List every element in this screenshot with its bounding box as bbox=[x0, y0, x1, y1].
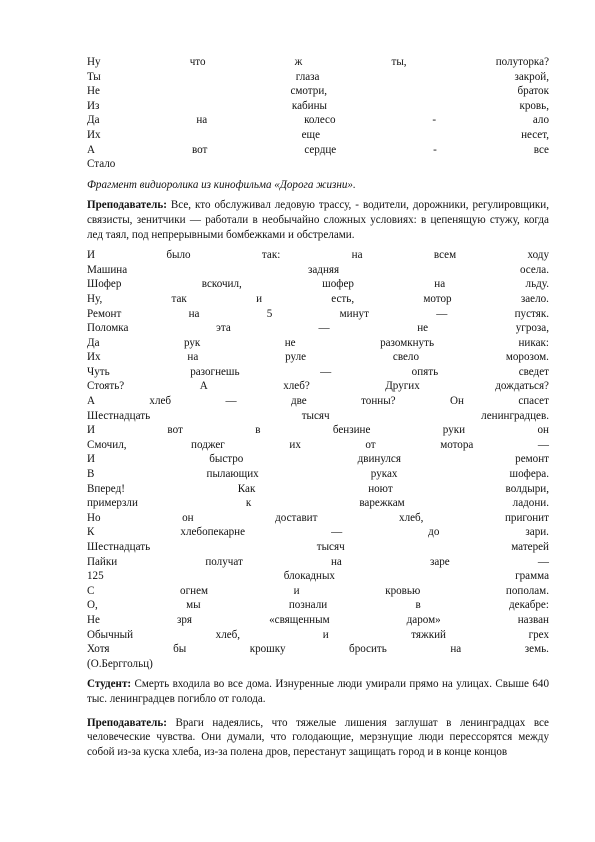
poem-word: на bbox=[330, 555, 342, 568]
poem-word: от bbox=[365, 438, 376, 451]
poem-word: Смочил, bbox=[87, 438, 127, 451]
poem-word: Как bbox=[237, 482, 256, 495]
poem-word: свело bbox=[392, 351, 419, 364]
poem-line bbox=[87, 248, 549, 263]
poem-word: на bbox=[187, 351, 199, 364]
poem-word: Ну, bbox=[87, 292, 103, 305]
poem-line bbox=[87, 642, 549, 657]
poem-word: что bbox=[189, 56, 206, 68]
poem-line bbox=[87, 113, 549, 128]
poem-word: было bbox=[166, 249, 191, 262]
poem-word: колесо bbox=[304, 114, 336, 127]
poem-word: задняя bbox=[308, 263, 340, 276]
poem-word: зря bbox=[177, 613, 193, 626]
poem-word: не bbox=[284, 336, 296, 349]
poem-line bbox=[87, 657, 549, 672]
poem-word: ты, bbox=[391, 56, 407, 68]
poem-word: заело. bbox=[520, 292, 549, 305]
poem-word: так: bbox=[261, 249, 281, 262]
poem-word: все bbox=[533, 143, 549, 156]
poem-word: он bbox=[537, 424, 549, 437]
poem-word: тонны? bbox=[361, 395, 396, 408]
poem-word: К bbox=[87, 526, 95, 539]
poem-word: — bbox=[436, 307, 448, 320]
poem-word: Шестнадцать bbox=[87, 541, 151, 553]
poem-word: двинулся bbox=[357, 453, 401, 466]
poem-word: пустяк. bbox=[514, 307, 549, 320]
poem-word: бросить bbox=[349, 643, 387, 656]
poem-word: волдыри, bbox=[505, 482, 549, 495]
poem-word: Из bbox=[87, 99, 100, 112]
poem-word: варежкам bbox=[359, 497, 405, 510]
poem-word: тысяч bbox=[316, 541, 345, 553]
poem-word: глаза bbox=[295, 70, 320, 83]
poem-word: на bbox=[188, 307, 200, 320]
poem-word: грех bbox=[528, 628, 549, 641]
poem-word: спасет bbox=[518, 395, 549, 408]
poem-word: опять bbox=[411, 365, 439, 378]
poem-word: минут bbox=[339, 307, 369, 320]
poem-word: рук bbox=[183, 336, 201, 349]
poem-word: полуторка? bbox=[495, 56, 549, 68]
student-paragraph bbox=[87, 677, 549, 706]
poem-word: — bbox=[225, 395, 237, 408]
poem-word: ремонт bbox=[515, 453, 549, 466]
poem-line bbox=[87, 307, 549, 322]
poem-word: и bbox=[293, 584, 300, 597]
poem-word: зари. bbox=[525, 526, 549, 539]
poem-word: И bbox=[87, 249, 96, 262]
poem-word: сведет bbox=[518, 365, 549, 378]
poem-word: А bbox=[87, 395, 96, 408]
poem-line bbox=[87, 482, 549, 497]
poem-word: познали bbox=[288, 599, 328, 612]
poem-word: Поломка bbox=[87, 322, 129, 335]
poem-line bbox=[87, 55, 549, 70]
poem-word: он bbox=[182, 511, 194, 524]
poem-word: вскочил, bbox=[201, 278, 242, 291]
poem-word: их bbox=[289, 438, 301, 451]
poem-word: тяжкий bbox=[411, 628, 446, 641]
poem-word: — bbox=[331, 526, 343, 539]
poem-word: Стоять? bbox=[87, 380, 125, 393]
poem-word: ленинградцев. bbox=[481, 409, 549, 422]
poem-word: кабины bbox=[291, 99, 327, 112]
poem-word: - bbox=[433, 143, 437, 156]
poem-word: поджег bbox=[191, 438, 225, 451]
poem-word: декабре: bbox=[509, 599, 549, 612]
poem-word: кровью bbox=[385, 584, 421, 597]
poem-word: морозом. bbox=[505, 351, 549, 364]
poem-word: хлеб, bbox=[215, 628, 241, 641]
speaker-label: Студент: bbox=[87, 678, 132, 691]
poem-word: Чуть bbox=[87, 365, 110, 378]
poem-word: назван bbox=[517, 613, 549, 626]
poem-word: А bbox=[87, 143, 96, 156]
poem-word: и bbox=[256, 292, 263, 305]
poem-word: и bbox=[322, 628, 329, 641]
poem-word: руки bbox=[442, 424, 466, 437]
poem-word: сердце bbox=[304, 143, 337, 156]
poem-line bbox=[87, 409, 549, 424]
poem-line bbox=[87, 584, 549, 599]
paragraph-text: Все, кто обслуживал ледовую трассу, - водители, дорожники, регулировщики, связисты, зенитчики — работали в необычайно сложных условиях: в цепенящую стужу, когда лед таял, под непрерывными бомбежками и обстрелами. bbox=[87, 199, 549, 241]
paragraph-text: Смерть входила во все дома. Изнуренные люди умирали прямо на улицах. Свыше 640 тыс. ленинградцев погибло от голода. bbox=[87, 678, 549, 705]
poem-line bbox=[87, 70, 549, 85]
poem-word: хлебопекарне bbox=[180, 526, 246, 539]
poem-word: ноют bbox=[368, 482, 393, 495]
poem-word: несет, bbox=[521, 128, 549, 141]
poem-word: мы bbox=[186, 599, 201, 612]
poem-word: 125 bbox=[87, 570, 104, 583]
poem-word: получат bbox=[205, 555, 243, 568]
poem-word: — bbox=[318, 322, 330, 335]
poem-line bbox=[87, 598, 549, 613]
poem-word: ходу bbox=[527, 249, 549, 262]
poem-line bbox=[87, 628, 549, 643]
poem-word: дождаться? bbox=[495, 380, 549, 393]
poem-line bbox=[87, 613, 549, 628]
poem-word: Машина bbox=[87, 263, 128, 276]
poem-word: всем bbox=[433, 249, 457, 262]
poem-line bbox=[87, 438, 549, 453]
poem-word: Стало bbox=[87, 158, 116, 171]
poem-word: 5 bbox=[266, 307, 273, 320]
poem-word: ало bbox=[532, 114, 549, 127]
poem-word: смотри, bbox=[290, 85, 328, 98]
poem-word: эта bbox=[216, 322, 231, 335]
poem-word: Шофер bbox=[87, 278, 122, 291]
poem-word: матерей bbox=[511, 541, 549, 553]
poem-word: разомкнуть bbox=[380, 336, 435, 349]
poem-line bbox=[87, 365, 549, 380]
poem-word: — bbox=[537, 438, 549, 451]
poem-word: Хотя bbox=[87, 643, 110, 656]
poem-word: заре bbox=[429, 555, 450, 568]
poem-word: — bbox=[320, 365, 332, 378]
poem-word: огнем bbox=[180, 584, 209, 597]
poem-line bbox=[87, 277, 549, 292]
poem-line bbox=[87, 99, 549, 114]
poem-word: Пайки bbox=[87, 555, 118, 568]
poem-word: В bbox=[87, 468, 95, 481]
poem-line bbox=[87, 379, 549, 394]
poem-word: ладони. bbox=[512, 497, 549, 510]
speaker-label: Преподаватель: bbox=[87, 716, 167, 729]
poem-word: в bbox=[415, 599, 421, 612]
poem-word: бы bbox=[173, 643, 187, 656]
poem-word: ж bbox=[294, 56, 303, 68]
poem-word: шофера. bbox=[509, 468, 549, 481]
poem-word: Ремонт bbox=[87, 307, 122, 320]
poem-word: хлеб, bbox=[399, 511, 424, 524]
poem-line bbox=[87, 540, 549, 555]
poem-word: Их bbox=[87, 128, 101, 141]
poem-word: Шестнадцать bbox=[87, 409, 151, 422]
poem-line bbox=[87, 569, 549, 584]
poem-line bbox=[87, 452, 549, 467]
poem-word: Вперед! bbox=[87, 482, 125, 495]
teacher-paragraph-2 bbox=[87, 716, 549, 760]
poem-word: к bbox=[245, 497, 252, 510]
poem-word: на bbox=[351, 249, 363, 262]
poem-word: О, bbox=[87, 599, 98, 612]
poem-word: земь. bbox=[524, 643, 549, 656]
poem-word: до bbox=[428, 526, 440, 539]
poem-word: Обычный bbox=[87, 628, 134, 641]
poem-word: хлеб? bbox=[283, 380, 310, 393]
speaker-label: Преподаватель: bbox=[87, 199, 167, 212]
poem-word: на bbox=[196, 114, 208, 127]
poem-line bbox=[87, 467, 549, 482]
poem-word: бензине bbox=[332, 424, 371, 437]
poem-word: тысяч bbox=[301, 409, 330, 422]
poem-word: доставит bbox=[275, 511, 318, 524]
paragraph-text: Враги надеялись, что тяжелые лишения заглушат в ленинградцах все человеческие чувства. Они думали, что голодающие, мерзнущие люди перессорятся между собой из-за куска хлеба, из-за полена дров, перестанут защищать город и в конце концов bbox=[87, 716, 549, 758]
document-page bbox=[87, 55, 549, 759]
poem-line bbox=[87, 292, 549, 307]
poem-word: разогнешь bbox=[190, 365, 240, 378]
poem-line bbox=[87, 394, 549, 409]
poem-word: Он bbox=[449, 395, 464, 408]
video-caption: Фрагмент видиоролика из кинофильма «Дорога жизни». bbox=[87, 178, 356, 191]
poem-word: быстро bbox=[209, 453, 244, 466]
poem-line bbox=[87, 128, 549, 143]
poem-word: есть, bbox=[331, 292, 355, 305]
poem-word: на bbox=[434, 278, 446, 291]
poem-word: хлеб bbox=[149, 395, 172, 408]
poem-line bbox=[87, 321, 549, 336]
poem-word: так bbox=[171, 292, 187, 305]
poem-word: на bbox=[450, 643, 462, 656]
poem-word: никак: bbox=[518, 336, 549, 349]
poem-line bbox=[87, 84, 549, 99]
poem-word: И bbox=[87, 453, 96, 466]
poem-word: С bbox=[87, 584, 95, 597]
poem-word: (О.Берггольц) bbox=[87, 657, 153, 670]
poem-word: не bbox=[417, 322, 429, 335]
poem-line bbox=[87, 525, 549, 540]
poem-word: блокадных bbox=[283, 570, 335, 583]
poem-word: «священным bbox=[269, 613, 330, 626]
poem-word: - bbox=[432, 114, 437, 127]
poem-line bbox=[87, 263, 549, 278]
poem-line bbox=[87, 423, 549, 438]
poem-fragment-2 bbox=[87, 248, 549, 671]
poem-word: Да bbox=[87, 114, 100, 127]
poem-word: руках bbox=[370, 468, 398, 481]
poem-fragment-1 bbox=[87, 55, 549, 172]
poem-word: руле bbox=[285, 351, 307, 364]
poem-word: в bbox=[255, 424, 261, 437]
poem-word: даром» bbox=[406, 613, 441, 626]
poem-word: Ты bbox=[87, 70, 101, 83]
poem-word: шофер bbox=[322, 278, 354, 291]
poem-word: льду. bbox=[525, 278, 549, 291]
poem-word: Других bbox=[385, 380, 420, 393]
poem-word: пригонит bbox=[505, 511, 549, 524]
poem-word: примерзли bbox=[87, 497, 138, 510]
poem-word: две bbox=[290, 395, 307, 408]
poem-word: Ну bbox=[87, 56, 101, 68]
poem-word: вот bbox=[167, 424, 183, 437]
poem-line bbox=[87, 157, 549, 172]
poem-word: мотор bbox=[423, 292, 452, 305]
poem-word: грамма bbox=[515, 570, 549, 583]
poem-line bbox=[87, 496, 549, 511]
poem-word: А bbox=[199, 380, 208, 393]
poem-word: — bbox=[537, 555, 549, 568]
poem-line bbox=[87, 350, 549, 365]
poem-word: угроза, bbox=[515, 322, 549, 335]
poem-word: Да bbox=[87, 336, 100, 349]
poem-word: И bbox=[87, 424, 96, 437]
poem-word: вот bbox=[191, 143, 208, 156]
poem-word: Их bbox=[87, 351, 101, 364]
poem-word: кровь, bbox=[519, 99, 549, 112]
poem-word: крошку bbox=[249, 643, 286, 656]
poem-word: пылающих bbox=[206, 468, 259, 481]
poem-word: Не bbox=[87, 613, 100, 626]
poem-word: еще bbox=[301, 128, 321, 141]
poem-line bbox=[87, 511, 549, 526]
poem-word: осела. bbox=[519, 263, 549, 276]
poem-word: пополам. bbox=[505, 584, 549, 597]
poem-word: Не bbox=[87, 85, 100, 98]
poem-word: закрой, bbox=[514, 70, 549, 83]
poem-line bbox=[87, 555, 549, 570]
poem-line bbox=[87, 336, 549, 351]
poem-word: Но bbox=[87, 511, 101, 524]
poem-line bbox=[87, 143, 549, 158]
teacher-paragraph-1 bbox=[87, 198, 549, 242]
poem-word: браток bbox=[517, 85, 549, 98]
poem-word: мотора bbox=[440, 438, 474, 451]
